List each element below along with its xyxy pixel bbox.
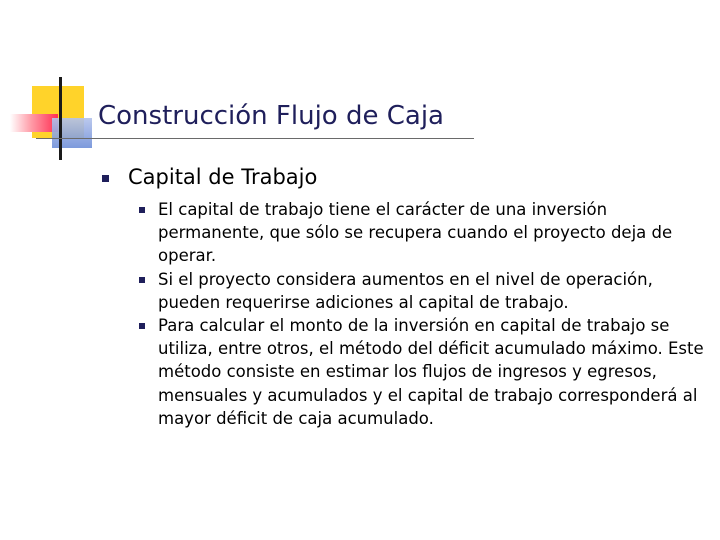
bullet-square-icon bbox=[139, 323, 145, 329]
decor-blue-square bbox=[52, 118, 92, 148]
list-item bbox=[136, 314, 706, 430]
list-item bbox=[136, 198, 706, 268]
level1-bullet-text: Capital de Trabajo bbox=[128, 165, 318, 189]
decor-vertical-line bbox=[59, 77, 62, 160]
list-item-text: El capital de trabajo tiene el carácter de una inversión permanente, que sólo se recupera cuando el proyecto deja de operar. bbox=[158, 200, 673, 266]
slide-title: Construcción Flujo de Caja bbox=[98, 101, 444, 131]
list-item bbox=[136, 268, 706, 314]
sub-bullet-list bbox=[136, 198, 706, 430]
bullet-square-icon bbox=[102, 175, 109, 182]
decor-red-bar bbox=[10, 114, 58, 132]
list-item-text: Si el proyecto considera aumentos en el nivel de operación, pueden requerirse adiciones al capital de trabajo. bbox=[158, 269, 653, 312]
list-item-text: Para calcular el monto de la inversión en capital de trabajo se utiliza, entre otros, el método del déficit acumulado máximo. Este método consiste en estimar los flujos de ingresos y egresos, mensuales y acumulados y el capital de trabajo corresponderá al mayor déficit de caja acumulado. bbox=[158, 316, 704, 428]
bullet-square-icon bbox=[139, 207, 145, 213]
title-underline bbox=[36, 138, 474, 139]
bullet-square-icon bbox=[139, 277, 145, 283]
